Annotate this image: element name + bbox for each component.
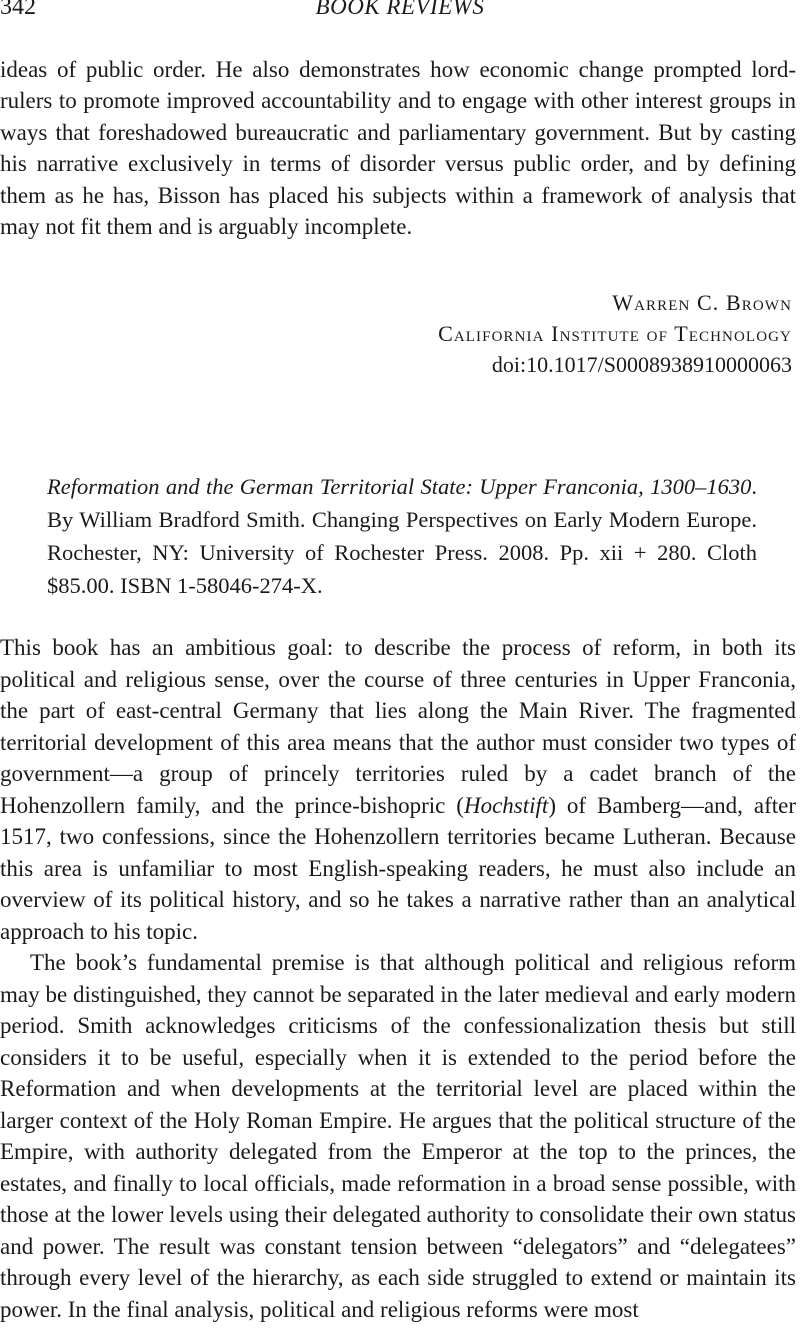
review-paragraph-1	[0, 632, 796, 947]
book-details: . By William Bradford Smith. Changing Perspectives on Early Modern Europe. Rochester, NY: University of Rochester Press. 2008. Pp. xii + 280. Cloth $85.00. ISBN 1-58046-274-X.	[47, 474, 757, 598]
review-paragraph-2: The book’s fundamental premise is that although political and religious reform may be distinguished, they cannot be separated in the later medieval and early modern period. Smith acknowledges criticisms of the confessionalization thesis but still considers it to be useful, especially when it is extended to the period before the Reformation and when developments at the territorial level are placed within the larger context of the Holy Roman Empire. He argues that the political structure of the Empire, with authority delegated from the Emperor at the top to the princes, the estates, and finally to local officials, made reformation in a broad sense possible, with those at the lower levels using their delegated authority to consolidate their own status and power. The result was constant tension between “delegators” and “delegatees” through every level of the hierarchy, as each side struggled to extend or maintain its power. In the final analysis, political and religious reforms were most	[0, 950, 796, 1322]
previous-review-ending	[0, 54, 796, 242]
reviewer-signature	[438, 287, 792, 380]
book-title: Reformation and the German Territorial State: Upper Franconia, 1300–1630	[47, 474, 752, 499]
review-p1-text-b: ) of Bamberg—and, after 1517, two confessions, since the Hohenzollern territories became Lutheran. Because this area is unfamiliar to most English-speaking readers, he must also include an overview of its political history, and so he takes a narrative rather than an analytical approach to his topic.	[0, 792, 796, 944]
review-body	[0, 632, 796, 1325]
reviewer-name: Warren C. Brown	[612, 290, 792, 315]
article-doi: doi:10.1017/S0008938910000063	[491, 352, 792, 377]
review-p1-text-a: This book has an ambitious goal: to describe the process of reform, in both its political and religious sense, over the course of three centuries in Upper Franconia, the part of east-central Germany that lies along the Main River. The fragmented territorial development of this area means that the author must consider two types of government—a group of princely territories ruled by a cadet branch of the Hohenzollern family, and the prince-bishopric (	[0, 635, 796, 818]
running-head	[0, 0, 800, 24]
previous-review-paragraph: ideas of public order. He also demonstrates how economic change prompted lord-rulers to promote improved accountability and to engage with other interest groups in ways that foreshadowed bureaucratic and parliamentary government. But by casting his narrative exclusively in terms of disorder versus public order, and by defining them as he has, Bisson has placed his subjects within a framework of analysis that may not fit them and is arguably incomplete.	[0, 57, 796, 240]
book-citation	[47, 470, 757, 602]
page-number: 342	[0, 0, 36, 20]
review-p1-italic-term: Hochstift	[463, 792, 549, 818]
reviewer-institution: California Institute of Technology	[438, 321, 792, 346]
running-title: BOOK REVIEWS	[315, 0, 485, 19]
